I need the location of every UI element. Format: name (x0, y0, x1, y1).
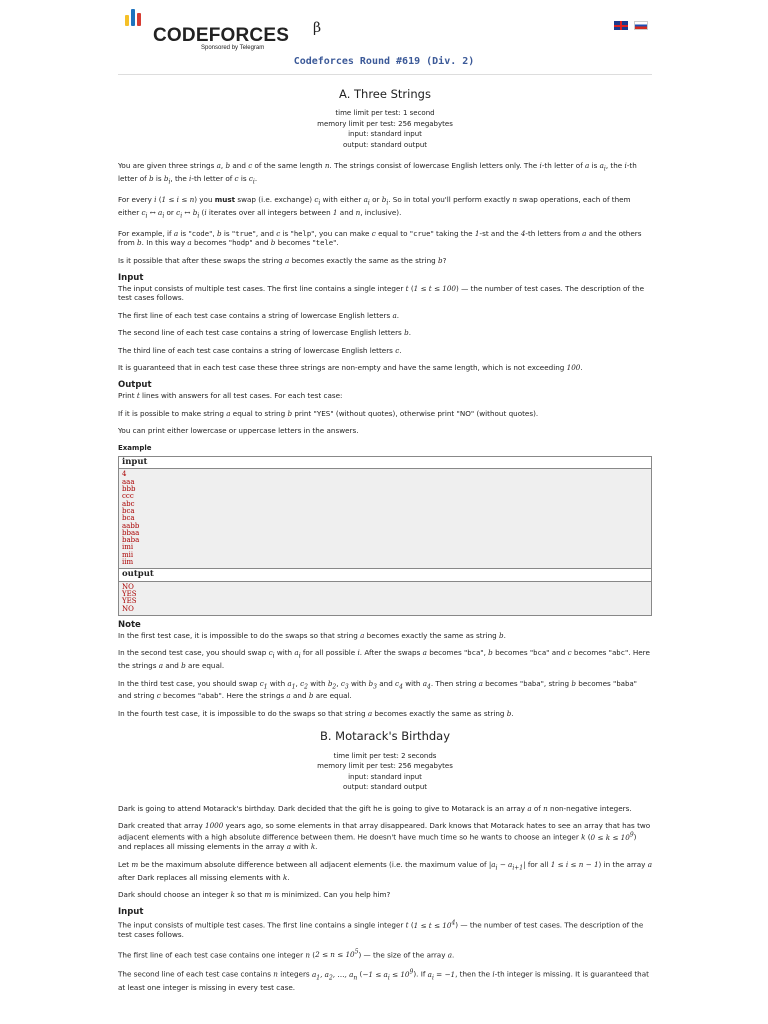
example-line: NO (122, 582, 134, 591)
time-limit: time limit per test: 2 seconds (333, 751, 437, 760)
example-box (118, 456, 652, 616)
output-paragraph: Print t lines with answers for all test cases. For each test case: (118, 391, 343, 401)
note-header: Note (118, 619, 141, 630)
example-line: abc (122, 499, 135, 508)
note-paragraph: In the first test case, it is impossible to do the swaps so that string a becomes exactly the same as string b. (118, 630, 506, 640)
input-source: input: standard input (348, 130, 422, 139)
english-flag-icon[interactable] (614, 21, 628, 30)
output-paragraph: If it is possible to make string a equal to string b print "YES" (without quotes), otherwise print "NO" (without quotes). (118, 408, 539, 418)
input-paragraph: It is guaranteed that in each test case these three strings are non-empty and have the same length, which is not exceeding 100. (118, 363, 583, 373)
example-line: mii (122, 550, 134, 559)
example-line: iim (122, 558, 134, 567)
problem-b-limits (118, 751, 652, 793)
input-paragraph: The second line of each test case contains a string of lowercase English letters b. (118, 328, 411, 338)
problem-content (118, 87, 652, 1000)
statement-paragraph: Is it possible that after these swaps the string a becomes exactly the same as the string b? (118, 255, 447, 265)
example-line: bbaa (122, 528, 140, 537)
problem-b-title: B. Motarack's Birthday (319, 729, 451, 744)
statement-paragraph: For every i (1 ≤ i ≤ n) you must swap (i.e. exchange) $c_i$ with either $a_i$ or $b_i$. So in total you'll perform exactly n swap operations, each of them either $c_i$ ↔ $a_i$ or $c_i$ ↔ $b_i$ (i iterates over all integers between 1 and n, inclusive). (118, 195, 631, 220)
example-label: Example (118, 443, 152, 452)
contest-title[interactable]: Codeforces Round #619 (Div. 2) (293, 56, 475, 67)
example-input-label: input (119, 457, 651, 469)
input-paragraph: The input consists of multiple test cases. The first line contains a single integer t (1 ≤ t ≤ 100) — the number of test cases. The description of the test cases follows. (118, 284, 645, 303)
output-target: output: standard output (342, 783, 428, 792)
input-paragraph: The first line of each test case contains one integer n $(2 \le n \le 10^5)$ — the size of the array a. (118, 948, 455, 959)
statement-paragraph: Dark created that array 1000 years ago, so some elements in that array disappeared. Dark knows that Motarack hates to see an array that has two adjacent elements with a high absolute difference between them. He doesn't have much time so he wants to choose an integer k $(0 \le k \le 10^9)$ and replaces all missing elements in the array a with k. (118, 821, 651, 852)
note-paragraph: In the fourth test case, it is impossible to do the swaps so that string a becomes exactly the same as string b. (118, 708, 514, 718)
statement-paragraph: For example, if a is "code", b is "true", and c is "help", you can make c equal to "crue" taking the 1-st and the 4-th letters from a and the others from b. In this way a becomes "hodp" and b becomes "tele". (118, 228, 642, 248)
input-paragraph: The second line of each test case contains n integers $a_1$, $a_2$, …, $a_n$ $(-1 \le a_i \le 10^9)$. If $a_i = -1$, then the i-th integer is missing. It is guaranteed that at least one integer is missing in every test case. (118, 968, 649, 992)
example-input[interactable] (119, 469, 651, 568)
note-paragraph: In the third test case, you should swap $c_1$ with $a_1$, $c_2$ with $b_2$, $c_3$ with $b_3$ and $c_4$ with $a_4$. Then string a becomes "baba", string b becomes "baba" and string c becomes "abab". Here the strings a and b are equal. (118, 678, 637, 701)
statement-paragraph: Let m be the maximum absolute difference between all adjacent elements (i.e. the maximum value of $|a_i - a_{i+1}|$ for all 1 ≤ i ≤ n − 1) in the array a after Dark replaces all missing elements with k. (118, 859, 652, 882)
time-limit: time limit per test: 1 second (335, 109, 435, 118)
input-header: Input (118, 273, 144, 283)
problem-a-title: A. Three Strings (339, 87, 431, 101)
logo-text: CODEFORCES (153, 25, 290, 46)
memory-limit: memory limit per test: 256 megabytes (317, 762, 453, 771)
input-paragraph: The first line of each test case contains a string of lowercase English letters a. (118, 310, 400, 320)
example-line: aaa (122, 477, 135, 486)
statement-paragraph: You are given three strings a, b and c of the same length n. The strings consist of lowercase English letters only. The i-th letter of a is $a_i$, the i-th letter of b is $b_i$, the i-th letter of c is $c_i$. (118, 161, 637, 186)
example-line: baba (122, 536, 140, 545)
logo-beta: β (313, 20, 322, 36)
logo-sponsor: Sponsored by Telegram (201, 45, 265, 51)
example-line: YES (122, 597, 137, 606)
example-line: aabb (122, 521, 140, 530)
example-line: bbb (122, 485, 136, 494)
example-output[interactable] (119, 582, 651, 615)
example-line: imi (122, 543, 134, 552)
problem-a-limits (118, 108, 652, 150)
note-paragraph: In the second test case, you should swap $c_i$ with $a_i$ for all possible i. After the swaps a becomes "bca", b becomes "bca" and c becomes "abc". Here the strings a and b are equal. (118, 648, 650, 671)
example-line: bca (122, 506, 135, 515)
output-target: output: standard output (342, 140, 428, 149)
example-line: bca (122, 514, 135, 523)
example-line: 4 (122, 470, 127, 479)
example-line: ccc (122, 492, 134, 501)
example-line: NO (122, 604, 134, 613)
output-paragraph: You can print either lowercase or uppercase letters in the answers. (118, 426, 359, 436)
statement-paragraph: Dark is going to attend Motarack's birthday. Dark decided that the gift he is going to give to Motarack is an array a of n non-negative integers. (118, 803, 632, 813)
example-output-label: output (119, 568, 651, 581)
input-source: input: standard input (348, 772, 422, 781)
memory-limit: memory limit per test: 256 megabytes (317, 119, 453, 128)
input-paragraph: The third line of each test case contains a string of lowercase English letters c. (118, 345, 402, 355)
output-header: Output (118, 380, 152, 391)
input-header: Input (118, 907, 144, 918)
statement-paragraph: Dark should choose an integer k so that m is minimized. Can you help him? (118, 889, 391, 899)
language-switcher (614, 21, 649, 40)
divider (118, 74, 652, 75)
input-paragraph: The input consists of multiple test cases. The first line contains a single integer t $(1 \le t \le 10^4)$ — the number of test cases. The description of the test cases follows. (118, 919, 644, 940)
example-line: YES (122, 590, 137, 599)
russian-flag-icon[interactable] (634, 21, 648, 30)
